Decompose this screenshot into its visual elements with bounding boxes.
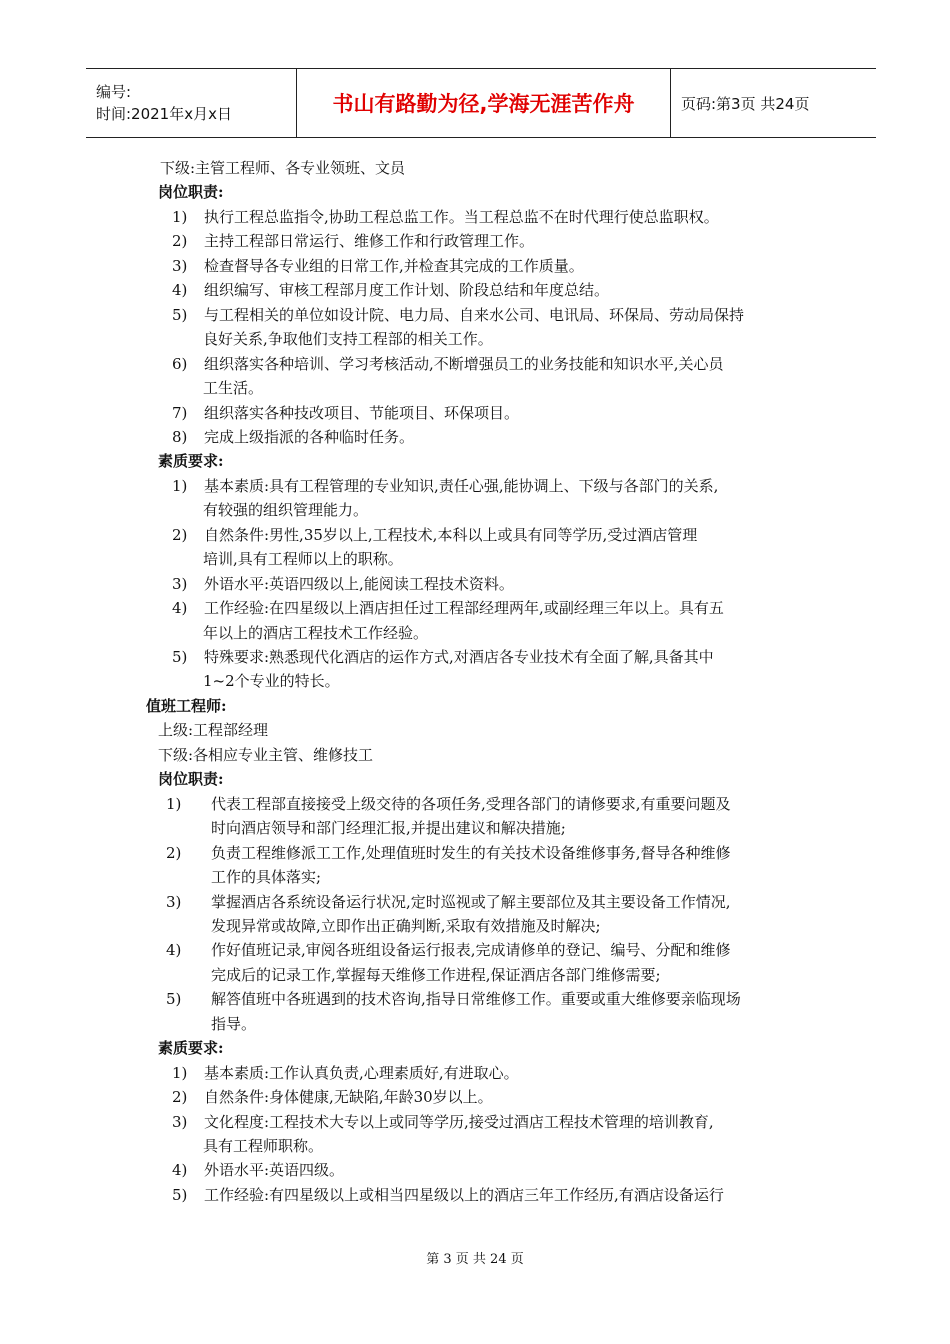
text-line (166, 987, 741, 1011)
line-text: 检查督导各专业组的日常工作,并检查其完成的工作质量。 (204, 257, 584, 275)
item-number: 3) (172, 1113, 188, 1131)
text-line (172, 523, 697, 547)
text-line (211, 1012, 256, 1036)
text-line (203, 1134, 323, 1158)
item-number: 2) (172, 526, 188, 544)
text-line (172, 1158, 344, 1182)
line-text: 具有工程师职称。 (203, 1137, 324, 1155)
text-line (166, 938, 731, 962)
line-text: 组织落实各种技改项目、节能项目、环保项目。 (204, 404, 520, 422)
section-heading (158, 1036, 224, 1060)
text-line (172, 596, 724, 620)
line-text: 指导。 (211, 1015, 257, 1033)
item-number: 3) (166, 893, 182, 911)
line-text: 工生活。 (203, 379, 264, 397)
line-text: 文化程度:工程技术大专以上或同等学历,接受过酒店工程技术管理的培训教育, (204, 1113, 714, 1131)
item-number: 6) (172, 355, 188, 373)
line-text: 工作的具体落实; (211, 868, 322, 886)
line-text: 培训,具有工程师以上的职称。 (203, 550, 403, 568)
text-line (172, 254, 584, 278)
text-line (158, 718, 268, 742)
section-heading (158, 180, 224, 204)
line-text: 基本素质:具有工程管理的专业知识,责任心强,能协调上、下级与各部门的关系, (204, 477, 719, 495)
item-number: 5) (172, 1186, 188, 1204)
line-text: 完成上级指派的各种临时任务。 (204, 428, 415, 446)
text-line (172, 572, 514, 596)
line-text: 代表工程部直接接受上级交待的各项任务,受理各部门的请修要求,有重要问题及 (211, 795, 731, 813)
item-number: 8) (172, 428, 188, 446)
item-number: 5) (172, 306, 188, 324)
line-text: 发现异常或故障,立即作出正确判断,采取有效措施及时解决; (211, 917, 601, 935)
text-line (203, 669, 340, 693)
line-text: 值班工程师: (146, 697, 227, 715)
text-line (172, 1183, 724, 1207)
line-text: 岗位职责: (158, 770, 224, 788)
text-line (172, 645, 714, 669)
line-text: 1~2个专业的特长。 (203, 672, 340, 690)
text-line (172, 474, 718, 498)
item-number: 1) (166, 795, 182, 813)
line-text: 岗位职责: (158, 183, 224, 201)
text-line (166, 792, 731, 816)
line-text: 工作经验:在四星级以上酒店担任过工程部经理两年,或副经理三年以上。具有五 (204, 599, 724, 617)
text-line (211, 816, 566, 840)
line-text: 时向酒店领导和部门经理汇报,并提出建议和解决措施; (211, 819, 566, 837)
text-line (203, 498, 368, 522)
text-line (172, 1085, 493, 1109)
line-text: 负责工程维修派工工作,处理值班时发生的有关技术设备维修事务,督导各种维修 (211, 844, 731, 862)
line-text: 年以上的酒店工程技术工作经验。 (203, 624, 429, 642)
header-page-label: 页码:第3页 共24页 (681, 94, 810, 113)
line-text: 解答值班中各班遇到的技术咨询,指导日常维修工作。重要或重大维修要亲临现场 (211, 990, 741, 1008)
text-line (203, 327, 493, 351)
doc-time-label: 时间:2021年x月x日 (96, 105, 232, 123)
item-number: 7) (172, 404, 188, 422)
section-heading (158, 767, 224, 791)
item-number: 5) (166, 990, 182, 1008)
text-line (158, 743, 373, 767)
text-line (203, 547, 403, 571)
item-number: 2) (172, 232, 188, 250)
item-number: 5) (172, 648, 188, 666)
line-text: 组织落实各种培训、学习考核活动,不断增强员工的业务技能和知识水平,关心员 (204, 355, 724, 373)
line-text: 有较强的组织管理能力。 (203, 501, 369, 519)
text-line (166, 890, 731, 914)
text-line (172, 205, 719, 229)
page-header (86, 68, 876, 138)
line-text: 自然条件:身体健康,无缺陷,年龄30岁以上。 (204, 1088, 493, 1106)
text-line (172, 425, 414, 449)
line-text: 下级:主管工程师、各专业领班、文员 (160, 159, 406, 177)
text-line (203, 376, 263, 400)
text-line (211, 963, 661, 987)
line-text: 外语水平:英语四级。 (204, 1161, 345, 1179)
doc-number-label: 编号: (96, 83, 132, 101)
line-text: 外语水平:英语四级以上,能阅读工程技术资料。 (204, 575, 514, 593)
item-number: 4) (172, 1161, 188, 1179)
line-text: 执行工程总监指令,协助工程总监工作。当工程总监不在时代理行使总监职权。 (204, 208, 719, 226)
line-text: 自然条件:男性,35岁以上,工程技术,本科以上或具有同等学历,受过酒店管理 (204, 526, 698, 544)
text-line (203, 621, 428, 645)
header-motto: 书山有路勤为径,学海无涯苦作舟 (297, 69, 671, 137)
item-number: 1) (172, 1064, 188, 1082)
item-number: 2) (166, 844, 182, 862)
item-number: 1) (172, 477, 188, 495)
text-line (172, 278, 609, 302)
line-text: 基本素质:工作认真负责,心理素质好,有进取心。 (204, 1064, 519, 1082)
line-text: 素质要求: (158, 452, 224, 470)
line-text: 素质要求: (158, 1039, 224, 1057)
item-number: 3) (172, 575, 188, 593)
item-number: 3) (172, 257, 188, 275)
text-line (172, 1110, 714, 1134)
text-line (166, 841, 731, 865)
page-footer: 第 3 页 共 24 页 (426, 1252, 524, 1267)
line-text: 特殊要求:熟悉现代化酒店的运作方式,对酒店各专业技术有全面了解,具备其中 (204, 648, 714, 666)
text-line (172, 401, 519, 425)
section-heading (158, 449, 224, 473)
item-number: 4) (166, 941, 182, 959)
text-line (172, 229, 534, 253)
line-text: 下级:各相应专业主管、维修技工 (158, 746, 374, 764)
line-text: 完成后的记录工作,掌握每天维修工作进程,保证酒店各部门维修需要; (211, 966, 661, 984)
text-line (172, 1061, 519, 1085)
text-line (172, 352, 724, 376)
line-text: 掌握酒店各系统设备运行状况,定时巡视或了解主要部位及其主要设备工作情况, (211, 893, 731, 911)
line-text: 与工程相关的单位如设计院、电力局、自来水公司、电讯局、环保局、劳动局保持 (204, 306, 745, 324)
line-text: 上级:工程部经理 (158, 721, 269, 739)
item-number: 1) (172, 208, 188, 226)
text-line (211, 914, 601, 938)
line-text: 工作经验:有四星级以上或相当四星级以上的酒店三年工作经历,有酒店设备运行 (204, 1186, 724, 1204)
line-text: 组织编写、审核工程部月度工作计划、阶段总结和年度总结。 (204, 281, 610, 299)
item-number: 4) (172, 599, 188, 617)
text-line (172, 303, 744, 327)
text-line (211, 865, 321, 889)
section-heading (146, 694, 227, 718)
item-number: 2) (172, 1088, 188, 1106)
header-info (86, 69, 297, 137)
item-number: 4) (172, 281, 188, 299)
line-text: 作好值班记录,审阅各班组设备运行报表,完成请修单的登记、编号、分配和维修 (211, 941, 731, 959)
line-text: 主持工程部日常运行、维修工作和行政管理工作。 (204, 232, 535, 250)
line-text: 良好关系,争取他们支持工程部的相关工作。 (203, 330, 493, 348)
text-line (160, 156, 405, 180)
